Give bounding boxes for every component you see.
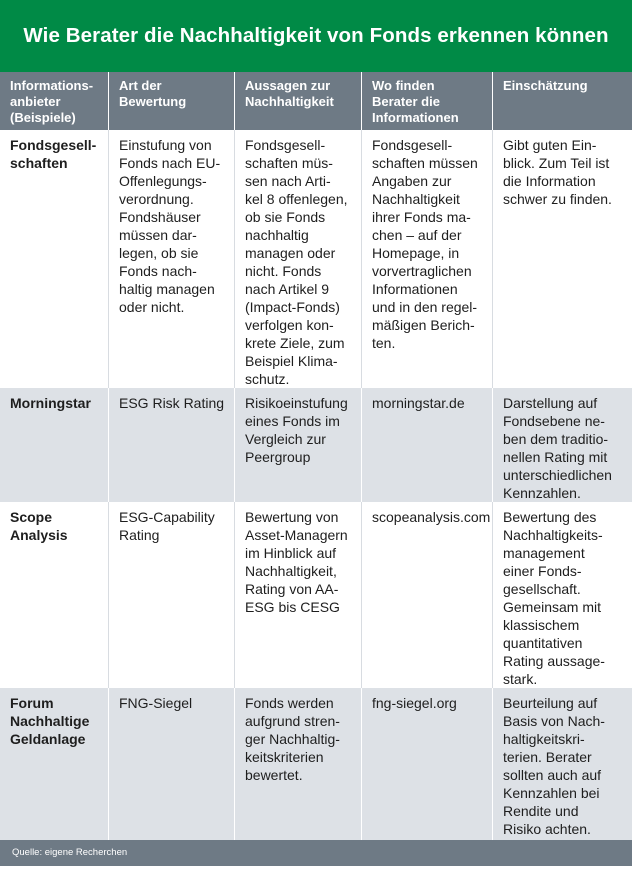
cell-provider: Forum Nachhaltige Geldanlage bbox=[10, 695, 90, 747]
table-title: Wie Berater die Nachhaltigkeit von Fonds erkennen können bbox=[0, 0, 632, 72]
cell-source: morningstar.de bbox=[361, 388, 492, 502]
cell-assessment: Darstellung auf Fondsebene ne- ben dem traditio- nellen Rating mit unterschiedlichen Kennzahlen. bbox=[492, 388, 632, 502]
header-row bbox=[0, 72, 632, 130]
table-row bbox=[0, 688, 632, 840]
header-source: Wo finden Berater die Informationen bbox=[361, 72, 492, 130]
cell-statement: Risikoeinstufung eines Fonds im Vergleich zur Peergroup bbox=[234, 388, 361, 502]
cell-provider: Scope Analysis bbox=[10, 509, 68, 543]
header-rating-type: Art der Bewertung bbox=[108, 72, 234, 130]
cell-source: Fondsgesell- schaften müssen Angaben zur Nachhaltigkeit ihrer Fonds ma- chen – auf der Homepage, in vorvertraglichen Informationen und in den regel- mäßigen Berich- ten. bbox=[361, 130, 492, 388]
cell-assessment: Beurteilung auf Basis von Nach- haltigkeitskri- terien. Berater sollten auch auf Kennzahlen bei Rendite und Risiko achten. bbox=[492, 688, 632, 840]
cell-statement: Fonds werden aufgrund stren- ger Nachhaltig- keitskriterien bewertet. bbox=[234, 688, 361, 840]
header-statement: Aussagen zur Nachhaltigkeit bbox=[234, 72, 361, 130]
cell-provider: Fondsgesell- schaften bbox=[10, 137, 97, 171]
cell-source: fng-siegel.org bbox=[361, 688, 492, 840]
table-row bbox=[0, 130, 632, 388]
cell-rating-type: ESG-Capability Rating bbox=[108, 502, 234, 688]
table-row bbox=[0, 388, 632, 502]
cell-statement: Fondsgesell- schaften müs- sen nach Arti- kel 8 offenlegen, ob sie Fonds nachhaltig managen oder nicht. Fonds nach Artikel 9 (Impact-Fonds) verfolgen kon- krete Ziele, zum Beispiel Klima- schutz. bbox=[234, 130, 361, 388]
source-footer: Quelle: eigene Recherchen bbox=[0, 840, 632, 866]
header-assessment: Einschätzung bbox=[492, 72, 632, 130]
cell-assessment: Gibt guten Ein- blick. Zum Teil ist die Information schwer zu finden. bbox=[492, 130, 632, 388]
cell-source: scopeanalysis.com bbox=[361, 502, 492, 688]
cell-assessment: Bewertung des Nachhaltigkeits- management einer Fonds- gesellschaft. Gemeinsam mit klassischem quantitativen Rating aussage- stark. bbox=[492, 502, 632, 688]
cell-rating-type: Einstufung von Fonds nach EU- Offenlegungs- verordnung. Fondshäuser müssen dar- legen, ob sie Fonds nach- haltig managen oder nicht. bbox=[108, 130, 234, 388]
bottom-divider bbox=[0, 866, 632, 872]
header-provider: Informations- anbieter (Beispiele) bbox=[10, 78, 94, 125]
cell-rating-type: ESG Risk Rating bbox=[108, 388, 234, 502]
cell-statement: Bewertung von Asset-Managern im Hinblick auf Nachhaltigkeit, Rating von AA- ESG bis CESG bbox=[234, 502, 361, 688]
table-row bbox=[0, 502, 632, 688]
cell-provider: Morningstar bbox=[10, 395, 91, 411]
cell-rating-type: FNG-Siegel bbox=[108, 688, 234, 840]
